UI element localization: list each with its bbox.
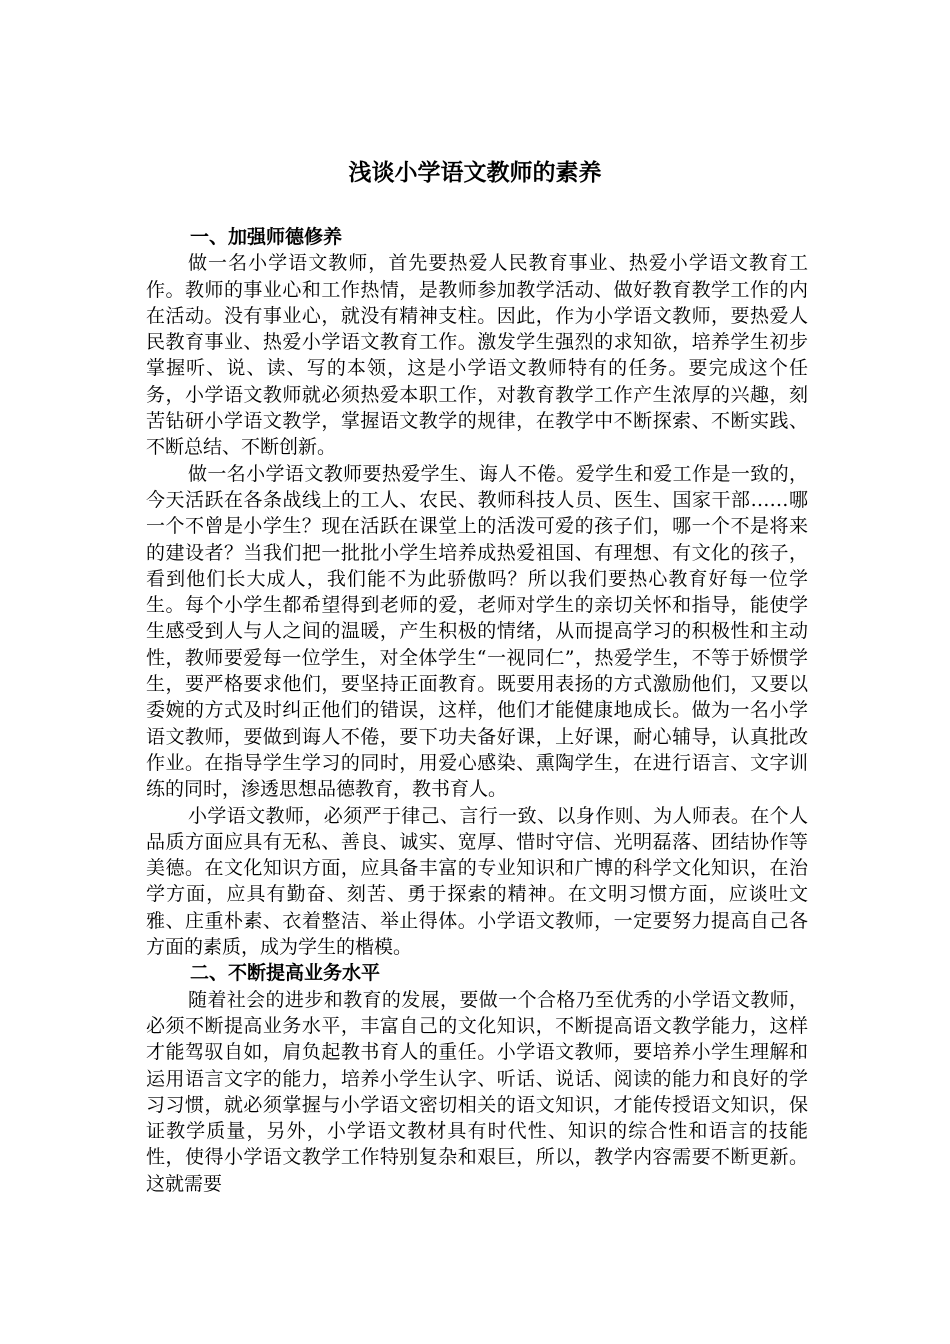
- document-body: [146, 224, 808, 1197]
- section-heading-skills: 二、不断提高业务水平: [190, 962, 381, 985]
- paragraph: 随着社会的进步和教育的发展，要做一个合格乃至优秀的小学语文教师，必须不断提高业务水平，丰富自己的文化知识，不断提高语文教学能力，这样才能驾驭自如，肩负起教书育人的重任。小学语文教师，要培养小学生理解和运用语言文字的能力，培养小学生认字、听话、说话、阅读的能力和良好的学习习惯，就必须掌握与小学语文密切相关的语文知识，才能传授语文知识，保证教学质量，另外，小学语文教材具有时代性、知识的综合性和语言的技能性，使得小学语文教学工作特别复杂和艰巨，所以，教学内容需要不断更新。这就需要: [146, 988, 808, 1195]
- paragraph: 做一名小学语文教师要热爱学生、诲人不倦。爱学生和爱工作是一致的，今天活跃在各条战线上的工人、农民、教师科技人员、医生、国家干部……哪一个不曾是小学生？现在活跃在课堂上的活泼可爱的孩子们，哪一个不是将来的建设者？当我们把一批批小学生培养成热爱祖国、有理想、有文化的孩子，看到他们长大成人，我们能不为此骄傲吗？所以我们要热心教育好每一位学生。每个小学生都希望得到老师的爱，老师对学生的亲切关怀和指导，能使学生感受到人与人之间的温暖，产生积极的情绪，从而提高学习的积极性和主动性，教师要爱每一位学生，对全体学生“一视同仁”，热爱学生，不等于娇惯学生，要严格要求他们，要坚持正面教育。既要用表扬的方式激励他们，又要以委婉的方式及时纠正他们的错误，这样，他们才能健康地成长。做为一名小学语文教师，要做到诲人不倦，要下功夫备好课，上好课，耐心辅导，认真批改作业。在指导学生学习的同时，用爱心感染、熏陶学生，在进行语言、文字训练的同时，渗透思想品德教育，教书育人。: [146, 462, 808, 801]
- paragraph: 做一名小学语文教师，首先要热爱人民教育事业、热爱小学语文教育工作。教师的事业心和工作热情，是教师参加教学活动、做好教育教学工作的内在活动。没有事业心，就没有精神支柱。因此，作为小学语文教师，要热爱人民教育事业、热爱小学语文教育工作。激发学生强烈的求知欲，培养学生初步掌握听、说、读、写的本领，这是小学语文教师特有的任务。要完成这个任务，小学语文教师就必须热爱本职工作，对教育教学工作产生浓厚的兴趣，刻苦钻研小学语文教学，掌握语文教学的规律，在教学中不断探索、不断实践、不断总结、不断创新。: [146, 252, 808, 459]
- document-title: 浅谈小学语文教师的素养: [348, 159, 602, 186]
- section-heading-moral: 一、加强师德修养: [190, 226, 343, 248]
- paragraph: 小学语文教师，必须严于律己、言行一致、以身作则、为人师表。在个人品质方面应具有无私、善良、诚实、宽厚、惜时守信、光明磊落、团结协作等美德。在文化知识方面，应具备丰富的专业知识和广博的科学文化知识，在治学方面，应具有勤奋、刻苦、勇于探索的精神。在文明习惯方面，应谈吐文雅、庄重朴素、衣着整洁、举止得体。小学语文教师，一定要努力提高自己各方面的素质，成为学生的楷模。: [146, 804, 808, 959]
